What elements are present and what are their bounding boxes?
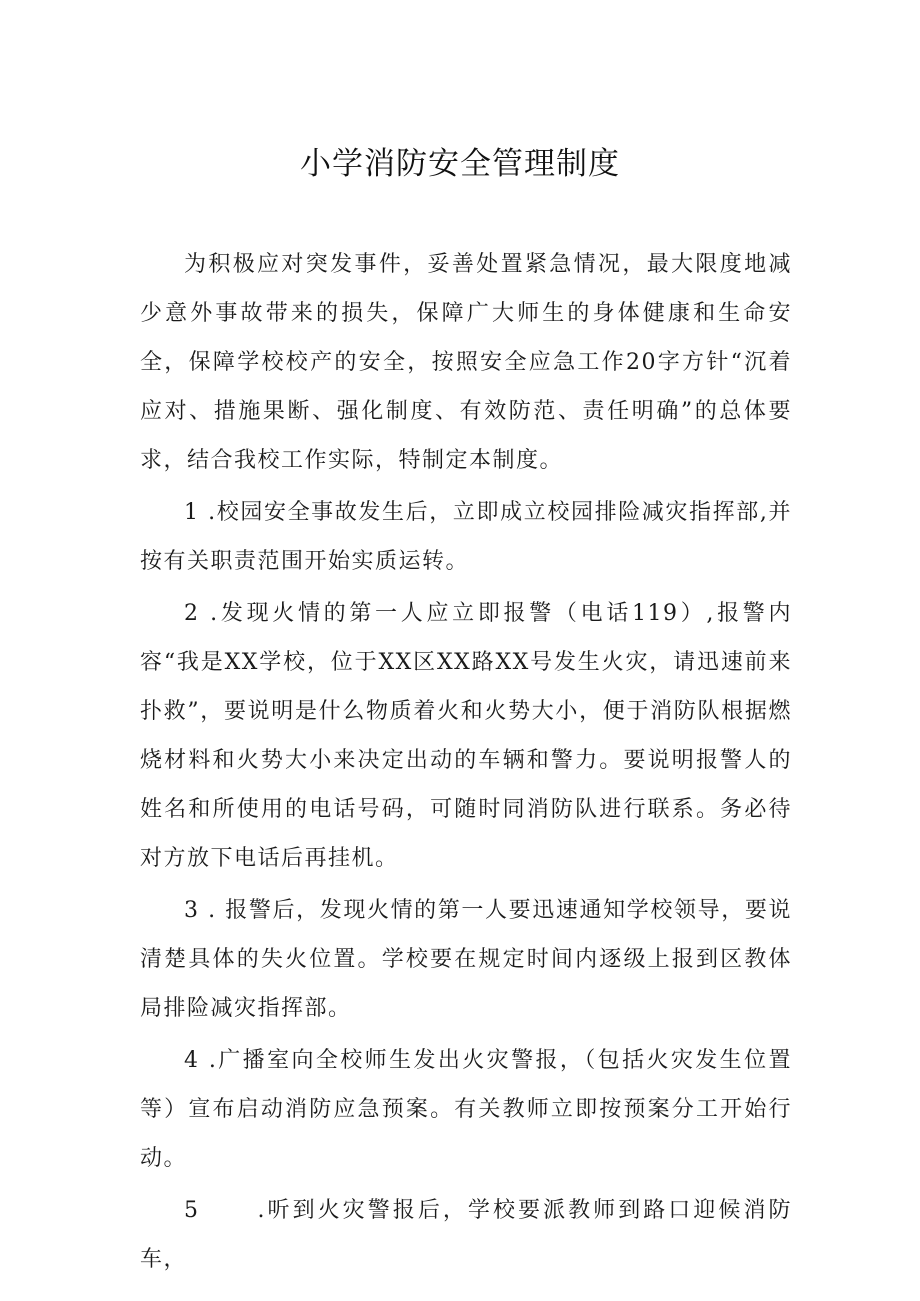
paragraph-item-2: 2 .发现火情的第一人应立即报警（电话119）,报警内容“我是XX学校，位于XX区XX路XX号发生火灾，请迅速前来扑救”，要说明是什么物质着火和火势大小，便于消防队根据燃烧材料和火势大小来决定出动的车辆和警力。要说明报警人的姓名和所使用的电话号码，可随时同消防队进行联系。务必待对方放下电话后再挂机。 xyxy=(140,601,792,871)
document-body xyxy=(140,240,792,1284)
paragraph-item-1: 1 .校园安全事故发生后，立即成立校园排险减灾指挥部,并按有关职责范围开始实质运转。 xyxy=(140,500,792,574)
item-5-text: .听到火灾警报后，学校要派教师到路口迎候消防车， xyxy=(140,1198,792,1272)
paragraph-item-4: 4 .广播室向全校师生发出火灾警报，（包括火灾发生位置等）宣布启动消防应急预案。有关教师立即按预案分工开始行动。 xyxy=(140,1048,792,1171)
paragraph-item-3: 3 . 报警后，发现火情的第一人要迅速通知学校领导，要说清楚具体的失火位置。学校要在规定时间内逐级上报到区教体局排险减灾指挥部。 xyxy=(140,898,792,1021)
paragraph-item-5 xyxy=(140,1186,792,1284)
item-5-number: 5 xyxy=(184,1198,200,1223)
document-title: 小学消防安全管理制度 xyxy=(300,146,620,182)
intro-paragraph: 为积极应对突发事件，妥善处置紧急情况，最大限度地减少意外事故带来的损失，保障广大师生的身体健康和生命安全，保障学校校产的安全，按照安全应急工作20字方针“沉着应对、措施果断、强化制度、有效防范、责任明确”的总体要求，结合我校工作实际，特制定本制度。 xyxy=(140,252,792,473)
